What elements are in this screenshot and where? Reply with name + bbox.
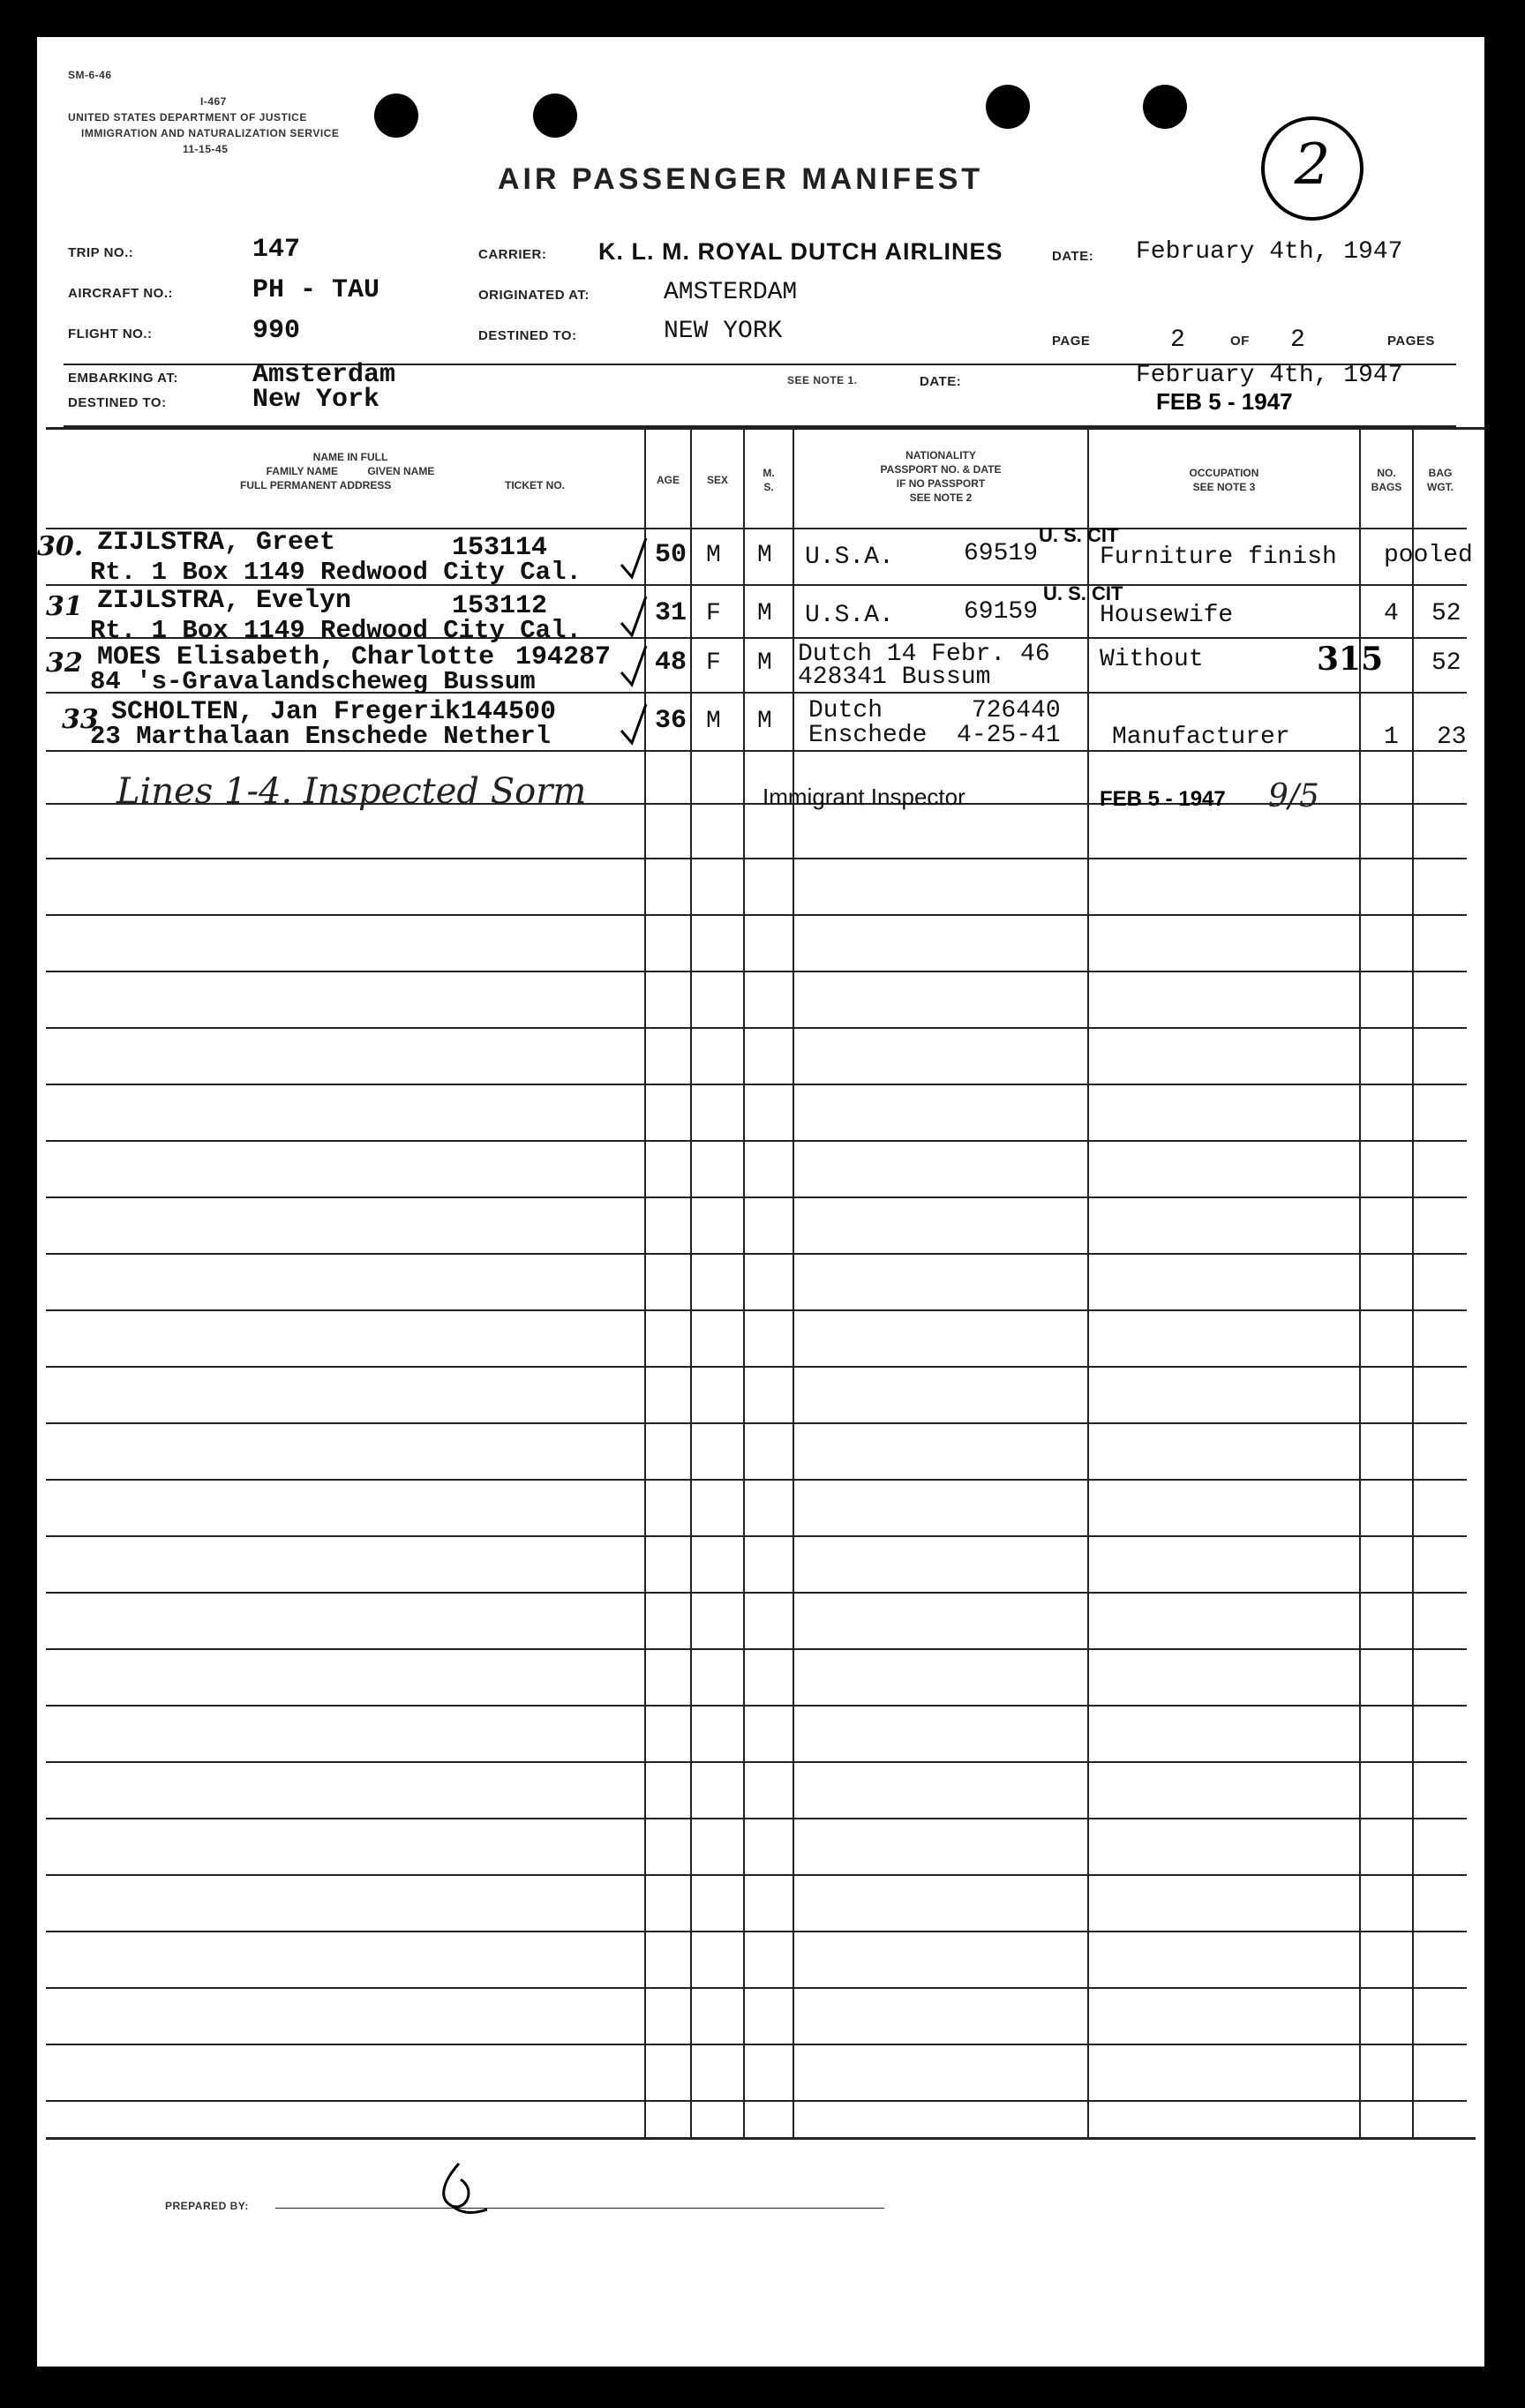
punch-hole — [986, 85, 1030, 129]
row-line — [46, 1309, 1467, 1311]
flight-label: FLIGHT NO.: — [68, 326, 153, 341]
row-line — [46, 1479, 1467, 1481]
row-line — [46, 1196, 1467, 1198]
col-occupation-header — [1089, 466, 1359, 494]
passenger-name: ZIJLSTRA, Greet — [97, 528, 336, 558]
sex: F — [706, 649, 721, 677]
trip-value: 147 — [252, 235, 301, 265]
inspector-initials: 9/5 — [1268, 778, 1319, 814]
age: 50 — [655, 540, 687, 570]
sex: F — [706, 600, 721, 627]
col-name-line1: NAME IN FULL — [312, 451, 388, 463]
row-line — [46, 1705, 1467, 1707]
originated-value: AMSTERDAM — [664, 279, 798, 306]
carrier-label: CARRIER: — [478, 247, 547, 262]
row-line — [46, 1027, 1467, 1029]
bag-weight: 23 — [1437, 724, 1467, 751]
row-line — [46, 1535, 1467, 1537]
check-marks — [620, 531, 664, 769]
marital-status: M — [757, 542, 772, 569]
row-line — [46, 1422, 1467, 1424]
flight-value: 990 — [252, 316, 301, 346]
aircraft-value: PH - TAU — [252, 275, 380, 305]
passport: 69159 — [964, 598, 1039, 626]
date-stamp: FEB 5 - 1947 — [1156, 388, 1293, 415]
passport: 69519 — [964, 540, 1039, 567]
passenger-address: 23 Marthalaan Enschede Netherl — [90, 722, 552, 751]
date-value: February 4th, 1947 — [1136, 238, 1403, 266]
col-sex-header: SEX — [706, 474, 728, 486]
row-line — [46, 2100, 1467, 2102]
col-ms-line1: M. — [762, 467, 775, 479]
row-number: 30. — [37, 531, 84, 562]
ticket-number: 144500 — [461, 697, 557, 727]
age: 48 — [655, 648, 687, 678]
col-bags-line2: BAGS — [1371, 481, 1402, 493]
bags: 4 — [1384, 600, 1399, 627]
aircraft-label: AIRCRAFT NO.: — [68, 286, 173, 301]
col-nat-line2: PASSPORT NO. & DATE — [880, 463, 1002, 476]
row-line — [46, 1366, 1467, 1368]
row-line — [46, 1253, 1467, 1255]
ticket-number: 153114 — [452, 533, 548, 563]
bag-weight: 52 — [1431, 600, 1461, 627]
col-ms-line2: S. — [763, 481, 774, 493]
col-bags-line1: NO. — [1377, 467, 1396, 479]
page-label: PAGE — [1052, 334, 1091, 349]
col-bagwt-header — [1414, 466, 1467, 494]
inspector-signature: Lines 1-4. Inspected Sorm — [116, 771, 587, 812]
passenger-address: Rt. 1 Box 1149 Redwood City Cal. — [90, 558, 582, 587]
col-bags-header — [1361, 466, 1412, 494]
occupation: Manufacturer — [1112, 724, 1290, 751]
passenger-address: 84 's-Gravalandscheweg Bussum — [90, 667, 536, 696]
destined-to-value: NEW YORK — [664, 318, 783, 345]
page-title: AIR PASSENGER MANIFEST — [498, 162, 984, 196]
col-occ-line2: SEE NOTE 3 — [1192, 481, 1256, 493]
row-number: 32 — [46, 648, 83, 679]
row-line — [46, 1761, 1467, 1763]
bag-weight: 52 — [1431, 649, 1461, 677]
carrier-value: K. L. M. ROYAL DUTCH AIRLINES — [598, 238, 1003, 265]
originated-label: ORIGINATED AT: — [478, 288, 590, 303]
date2-value: February 4th, 1947 — [1136, 362, 1403, 389]
age: 36 — [655, 706, 687, 736]
age: 31 — [655, 598, 687, 628]
row-line — [46, 858, 1467, 859]
destined-to-label: DESTINED TO: — [478, 328, 577, 343]
col-name-line2: FAMILY NAME GIVEN NAME — [266, 465, 435, 477]
row-number: 33 — [62, 704, 99, 735]
row-line — [46, 1931, 1467, 1932]
col-occ-line1: OCCUPATION — [1189, 467, 1259, 479]
row-line — [46, 1648, 1467, 1650]
of-label: OF — [1230, 334, 1250, 349]
col-ms-header — [745, 466, 793, 494]
trip-label: TRIP NO.: — [68, 245, 134, 260]
department-name: UNITED STATES DEPARTMENT OF JUSTICE — [68, 111, 307, 124]
col-nationality-header — [794, 448, 1087, 505]
nationality: Dutch 14 Febr. 46 — [798, 641, 1050, 668]
passenger-name: ZIJLSTRA, Evelyn — [97, 586, 352, 616]
marital-status: M — [757, 708, 772, 735]
sex: M — [706, 542, 721, 569]
page-value: 2 — [1170, 326, 1185, 354]
row-line — [46, 1874, 1467, 1876]
col-address-label: FULL PERMANENT ADDRESS — [240, 479, 392, 491]
occupation: Housewife — [1100, 602, 1234, 629]
col-ticket-label: TICKET NO. — [505, 479, 565, 491]
passport: Enschede 4-25-41 — [808, 722, 1061, 749]
row-line — [46, 1140, 1467, 1142]
destined-label: DESTINED TO: — [68, 395, 167, 410]
embarking-label: EMBARKING AT: — [68, 371, 178, 386]
nationality: U.S.A. — [805, 602, 894, 629]
ticket-number: 194287 — [515, 642, 612, 672]
row-line — [46, 1818, 1467, 1819]
row-line — [46, 971, 1467, 972]
nationality: Dutch 726440 — [808, 697, 1061, 724]
bags: 1 — [1384, 724, 1399, 751]
prepared-by-signature — [425, 2155, 496, 2225]
row-line — [46, 2044, 1467, 2045]
bags: pooled — [1384, 542, 1473, 569]
col-nat-line4: SEE NOTE 2 — [909, 491, 973, 504]
page-number-circle — [1261, 116, 1363, 221]
col-age-header: AGE — [656, 474, 680, 486]
marital-status: M — [757, 649, 772, 677]
citizen-stamp: U. S. CIT — [1043, 582, 1123, 604]
col-bagwt-line1: BAG — [1428, 467, 1453, 479]
passenger-address: Rt. 1 Box 1149 Redwood City Cal. — [90, 616, 582, 645]
inspector-label: Immigrant Inspector — [762, 784, 965, 810]
manifest-page — [37, 37, 1484, 2367]
of-value: 2 — [1290, 326, 1305, 354]
col-nat-line1: NATIONALITY — [905, 449, 976, 461]
destined-value: New York — [252, 385, 380, 415]
prepared-by-label: PREPARED BY: — [165, 2200, 249, 2212]
col-nat-line3: IF NO PASSPORT — [896, 477, 986, 490]
row-line — [46, 914, 1467, 916]
form-date: 11-15-45 — [183, 143, 229, 155]
passport: 428341 Bussum — [798, 664, 991, 691]
row-line — [46, 1592, 1467, 1594]
row-line — [46, 1084, 1467, 1085]
date2-label: DATE: — [920, 374, 962, 389]
citizen-stamp: U. S. CIT — [1039, 524, 1119, 546]
page-number-value: 2 — [1294, 132, 1331, 198]
embarking-value: Amsterdam — [252, 360, 396, 390]
marital-status: M — [757, 600, 772, 627]
punch-hole — [533, 94, 577, 138]
row-number: 31 — [46, 591, 83, 622]
occupation: Without — [1100, 646, 1204, 673]
col-name-header — [64, 450, 637, 492]
ticket-number: 153112 — [452, 591, 548, 621]
punch-hole — [374, 94, 418, 138]
pages-label: PAGES — [1387, 334, 1435, 349]
inspector-date-stamp: FEB 5 - 1947 — [1100, 787, 1226, 811]
row-line — [46, 1987, 1467, 1989]
punch-hole — [1143, 85, 1187, 129]
form-code: SM-6-46 — [68, 69, 112, 81]
form-number: I-467 — [200, 95, 227, 108]
see-note-label: SEE NOTE 1. — [787, 374, 858, 386]
sex: M — [706, 708, 721, 735]
service-name: IMMIGRATION AND NATURALIZATION SERVICE — [81, 127, 340, 139]
occupation: Furniture finish — [1100, 544, 1337, 571]
passenger-name: MOES Elisabeth, Charlotte — [97, 642, 495, 672]
nationality: U.S.A. — [805, 544, 894, 571]
col-bagwt-line2: WGT. — [1427, 481, 1454, 493]
date-label: DATE: — [1052, 249, 1094, 264]
number-stamp: 315 — [1317, 641, 1384, 678]
passenger-name: SCHOLTEN, Jan Fregerik — [111, 697, 462, 727]
